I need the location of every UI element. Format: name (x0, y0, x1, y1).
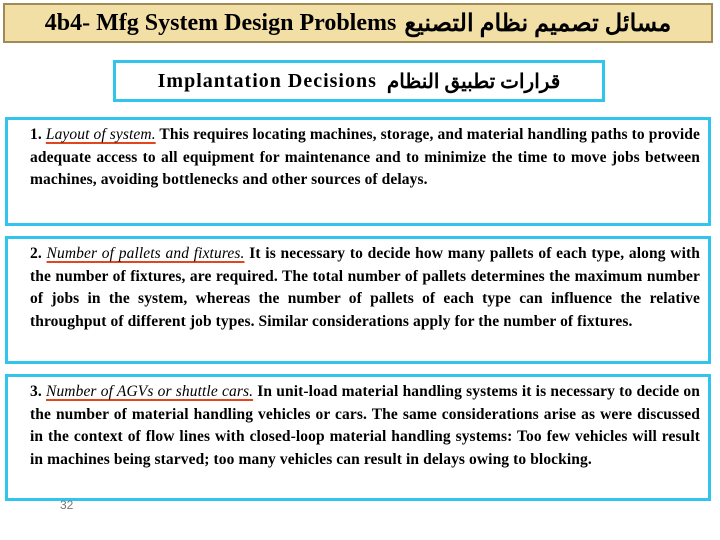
item-text: This requires locating machines, storage, and material handling paths to provide adequate access to all equipment for maintenance and to minimize the time to move jobs between machines, avoiding bottlenecks and other sources of delays. (30, 126, 700, 188)
page-number: 32 (60, 498, 74, 512)
item-heading: Layout of system. (45, 126, 156, 143)
decision-panel-pallets (5, 236, 711, 364)
slide-subtitle-arabic: قرارات تطبيق النظام (386, 70, 561, 93)
item-number: 2. (30, 245, 42, 262)
slide-subtitle-english: Implantation Decisions (157, 69, 377, 92)
slide-title-english: 4b4- Mfg System Design Problems (44, 9, 397, 36)
decision-panel-layout (5, 117, 711, 226)
item-number: 1. (30, 126, 42, 143)
slide-title-arabic: مسائل تصميم نظام التصنيع (404, 10, 672, 37)
item-heading: Number of pallets and fixtures. (46, 245, 245, 262)
decision-item (30, 243, 700, 333)
item-text: It is necessary to decide how many pallets of each type, along with the number of fixtures, are required. The total number of pallets determines the maximum number of jobs in the system, whereas the number of pallets of each type can influence the relative throughput of different job types. Similar considerations apply for the number of fixtures. (30, 245, 700, 330)
item-text: In unit-load material handling systems it is necessary to decide on the number of material handling vehicles or cars. The same considerations arise as were discussed in the context of flow lines with closed-loop material handling systems: Too few vehicles will result in machines being starved; too many vehicles can result in delays owing to blocking. (30, 383, 701, 468)
decision-panel-agvs (5, 374, 711, 501)
slide-subtitle (113, 60, 605, 102)
item-heading: Number of AGVs or shuttle cars. (46, 383, 254, 400)
slide-title (3, 3, 713, 43)
item-number: 3. (30, 383, 42, 400)
decision-item (30, 124, 700, 192)
decision-item (30, 381, 700, 471)
